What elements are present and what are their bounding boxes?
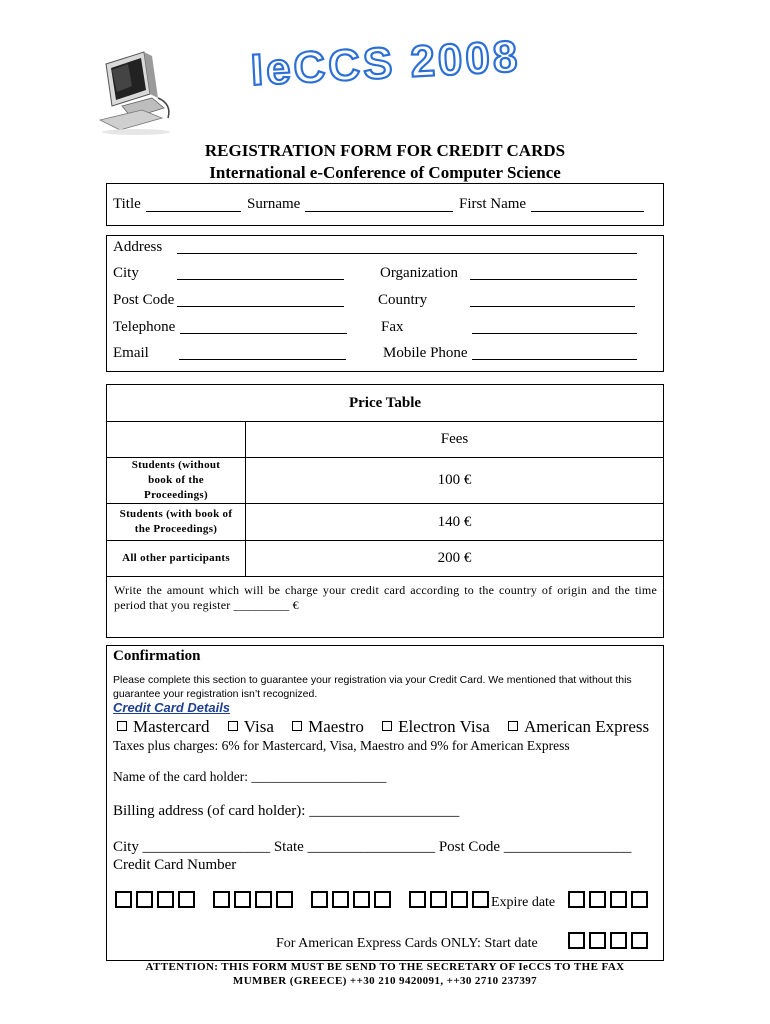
country-field[interactable] bbox=[470, 306, 635, 307]
category-all-other: All other participants bbox=[107, 541, 246, 577]
attention-line-2: MUMBER (GREECE) ++30 210 9420091, ++30 2710 237397 bbox=[232, 975, 538, 987]
card-holder-name-field[interactable]: Name of the card holder: ____________________ bbox=[113, 769, 387, 784]
date-box[interactable] bbox=[568, 891, 585, 908]
date-box[interactable] bbox=[631, 932, 648, 949]
date-box[interactable] bbox=[589, 932, 606, 949]
city-field[interactable] bbox=[177, 279, 344, 280]
email-label: Email bbox=[113, 345, 149, 361]
mobile-phone-field[interactable] bbox=[472, 359, 637, 360]
digit-box[interactable] bbox=[136, 891, 153, 908]
email-field[interactable] bbox=[179, 359, 346, 360]
address-field[interactable] bbox=[177, 253, 637, 254]
digit-box[interactable] bbox=[234, 891, 251, 908]
post-code-label: Post Code bbox=[113, 292, 175, 308]
date-box[interactable] bbox=[610, 932, 627, 949]
maestro-checkbox[interactable] bbox=[292, 721, 302, 731]
date-box[interactable] bbox=[631, 891, 648, 908]
ieccs-2008-logo bbox=[236, 22, 536, 106]
confirmation-heading: Confirmation bbox=[113, 648, 201, 664]
electron-visa-checkbox[interactable] bbox=[382, 721, 392, 731]
form-subtitle: International e-Conference of Computer Science bbox=[209, 163, 561, 182]
city-state-postcode-field[interactable]: City _________________ State _________________ Post Code _________________ bbox=[113, 839, 632, 855]
fee-all-other: 200 € bbox=[246, 541, 664, 577]
expire-date-boxes[interactable] bbox=[568, 891, 652, 911]
digit-box[interactable] bbox=[213, 891, 230, 908]
attention-line-1: ATTENTION: THIS FORM MUST BE SEND TO THE SECRETARY OF IeCCS TO THE FAX bbox=[145, 961, 625, 973]
telephone-label: Telephone bbox=[113, 319, 176, 335]
organization-label: Organization bbox=[380, 265, 459, 281]
date-box[interactable] bbox=[589, 891, 606, 908]
computer-monitor-image bbox=[92, 48, 182, 136]
title-field[interactable] bbox=[146, 211, 241, 212]
mastercard-checkbox[interactable] bbox=[117, 721, 127, 731]
price-table-heading: Price Table bbox=[107, 385, 664, 422]
first-name-field[interactable] bbox=[531, 211, 644, 212]
surname-field[interactable] bbox=[305, 211, 453, 212]
billing-address-field[interactable]: Billing address (of card holder): ____________________ bbox=[113, 803, 460, 819]
credit-card-details-heading: Credit Card Details bbox=[113, 700, 231, 715]
digit-box[interactable] bbox=[374, 891, 391, 908]
digit-box[interactable] bbox=[115, 891, 132, 908]
digit-box[interactable] bbox=[332, 891, 349, 908]
card-option-maestro[interactable]: Maestro bbox=[292, 717, 364, 737]
city-label: City bbox=[113, 265, 139, 281]
digit-box[interactable] bbox=[276, 891, 293, 908]
category-students-without-book: Students (without book of the Proceedings) bbox=[107, 458, 246, 504]
amex-start-date-label: For American Express Cards ONLY: Start date bbox=[276, 936, 538, 951]
digit-box[interactable] bbox=[451, 891, 468, 908]
fee-students-with-book: 140 € bbox=[246, 504, 664, 541]
title-label: Title bbox=[113, 196, 141, 212]
fax-field[interactable] bbox=[472, 333, 637, 334]
digit-box[interactable] bbox=[255, 891, 272, 908]
mobile-phone-label: Mobile Phone bbox=[383, 345, 468, 361]
amount-note: Write the amount which will be charge your credit card according to the country of origin and the time period that you register _________ € bbox=[107, 577, 664, 638]
card-option-mastercard[interactable]: Mastercard bbox=[117, 717, 209, 737]
credit-card-number-boxes[interactable] bbox=[115, 891, 493, 911]
surname-label: Surname bbox=[247, 196, 301, 212]
price-table bbox=[106, 384, 664, 638]
digit-box[interactable] bbox=[311, 891, 328, 908]
card-option-american-express[interactable]: American Express bbox=[508, 717, 649, 737]
card-type-options bbox=[117, 717, 649, 737]
digit-box[interactable] bbox=[178, 891, 195, 908]
post-code-field[interactable] bbox=[177, 306, 344, 307]
confirmation-text: Please complete this section to guarantee your registration via your Credit Card. We mentioned that without this guarantee your registration isn’t recognized. bbox=[113, 674, 632, 700]
card-option-visa[interactable]: Visa bbox=[228, 717, 274, 737]
category-students-with-book: Students (with book of the Proceedings) bbox=[107, 504, 246, 541]
organization-field[interactable] bbox=[470, 279, 637, 280]
digit-box[interactable] bbox=[472, 891, 489, 908]
fee-students-without-book: 100 € bbox=[246, 458, 664, 504]
date-box[interactable] bbox=[610, 891, 627, 908]
attention-footer bbox=[0, 960, 770, 988]
digit-box[interactable] bbox=[157, 891, 174, 908]
digit-box[interactable] bbox=[353, 891, 370, 908]
amex-start-date-boxes[interactable] bbox=[568, 932, 652, 952]
taxes-note: Taxes plus charges: 6% for Mastercard, Visa, Maestro and 9% for American Express bbox=[113, 738, 570, 753]
form-title: REGISTRATION FORM FOR CREDIT CARDS bbox=[204, 141, 566, 160]
expire-date-label: Expire date bbox=[491, 895, 556, 910]
digit-box[interactable] bbox=[409, 891, 426, 908]
address-label: Address bbox=[113, 239, 163, 255]
fax-label: Fax bbox=[381, 319, 404, 335]
credit-card-number-label: Credit Card Number bbox=[113, 857, 237, 873]
digit-box[interactable] bbox=[430, 891, 447, 908]
card-option-electron-visa[interactable]: Electron Visa bbox=[382, 717, 490, 737]
name-row-box bbox=[106, 183, 664, 226]
svg-text:IeCCS 2008: IeCCS 2008 bbox=[249, 31, 522, 96]
telephone-field[interactable] bbox=[180, 333, 347, 334]
american-express-checkbox[interactable] bbox=[508, 721, 518, 731]
first-name-label: First Name bbox=[459, 196, 527, 212]
country-label: Country bbox=[378, 292, 428, 308]
fees-header: Fees bbox=[246, 422, 664, 458]
date-box[interactable] bbox=[568, 932, 585, 949]
visa-checkbox[interactable] bbox=[228, 721, 238, 731]
